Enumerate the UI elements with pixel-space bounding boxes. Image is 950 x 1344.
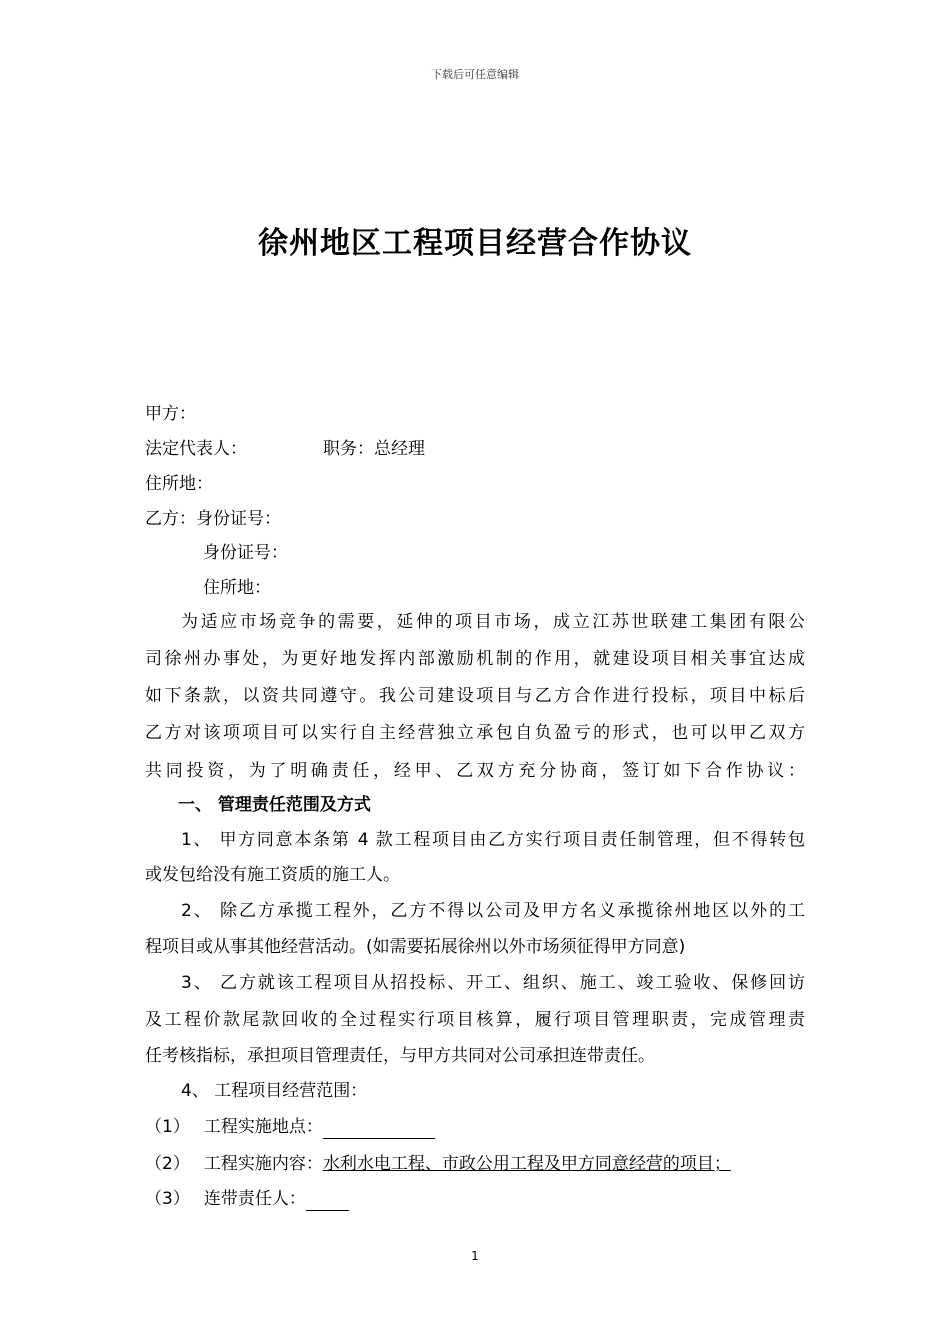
scope-item-label: 工程实施内容： <box>203 1154 323 1174</box>
header-note: 下载后可任意编辑 <box>431 68 519 81</box>
party-b-label: 乙方：身份证号： <box>145 509 281 529</box>
preamble-line: 乙方对该项项目可以实行自主经营独立承包自负盈亏的形式，也可以甲乙双方 <box>145 723 805 743</box>
blank-fill-line <box>323 1120 435 1139</box>
clause-4-title: 4、 工程项目经营范围： <box>181 1081 368 1101</box>
scope-item-1 <box>145 1115 435 1139</box>
scope-item-3 <box>145 1187 349 1211</box>
clause-3-line: 任考核指标，承担项目管理责任，与甲方共同对公司承担连带责任。 <box>145 1046 655 1066</box>
party-a-position: 职务：总经理 <box>323 439 425 459</box>
blank-fill-line <box>306 1192 349 1211</box>
party-b-id: 身份证号： <box>203 543 288 563</box>
scope-item-number: （3） <box>145 1189 190 1209</box>
party-a-rep-row <box>145 437 425 461</box>
document-title: 徐州地区工程项目经营合作协议 <box>258 226 692 261</box>
preamble-line: 为适应市场竞争的需要，延伸的项目市场，成立江苏世联建工集团有限公 <box>181 612 805 632</box>
party-a-rep-label: 法定代表人： <box>145 439 247 459</box>
scope-item-2 <box>145 1152 731 1176</box>
scope-item-number: （2） <box>145 1154 190 1174</box>
clause-2-line: 2、 除乙方承揽工程外，乙方不得以公司及甲方名义承揽徐州地区以外的工 <box>181 901 805 921</box>
page-number: 1 <box>471 1249 479 1263</box>
clause-3-line: 及工程价款尾款回收的全过程实行项目核算，履行项目管理职责，完成管理责 <box>145 1010 805 1030</box>
clause-2-line: 程项目或从事其他经营活动。(如需要拓展徐州以外市场须征得甲方同意) <box>145 937 686 957</box>
preamble-line: 共同投资，为了明确责任，经甲、乙双方充分协商，签订如下合作协议： <box>145 761 805 781</box>
party-a-label: 甲方： <box>145 404 196 424</box>
party-b-address: 住所地： <box>203 578 271 598</box>
clause-1-line: 1、 甲方同意本条第 4 款工程项目由乙方实行项目责任制管理，但不得转包 <box>181 830 805 850</box>
section-1-title: 一、 管理责任范围及方式 <box>178 795 371 815</box>
scope-item-label: 工程实施地点： <box>203 1117 323 1137</box>
preamble-line: 司徐州办事处，为更好地发挥内部激励机制的作用，就建设项目相关事宜达成 <box>145 649 805 669</box>
clause-1-line: 或发包给没有施工资质的施工人。 <box>145 865 400 885</box>
scope-item-label: 连带责任人： <box>203 1189 306 1209</box>
clause-3-line: 3、 乙方就该工程项目从招投标、开工、组织、施工、竣工验收、保修回访 <box>181 973 805 993</box>
scope-item-value: 水利水电工程、市政公用工程及甲方同意经营的项目； <box>322 1154 731 1174</box>
scope-item-number: （1） <box>145 1117 190 1137</box>
party-a-address: 住所地： <box>145 474 213 494</box>
preamble-line: 如下条款，以资共同遵守。我公司建设项目与乙方合作进行投标，项目中标后 <box>145 686 805 706</box>
